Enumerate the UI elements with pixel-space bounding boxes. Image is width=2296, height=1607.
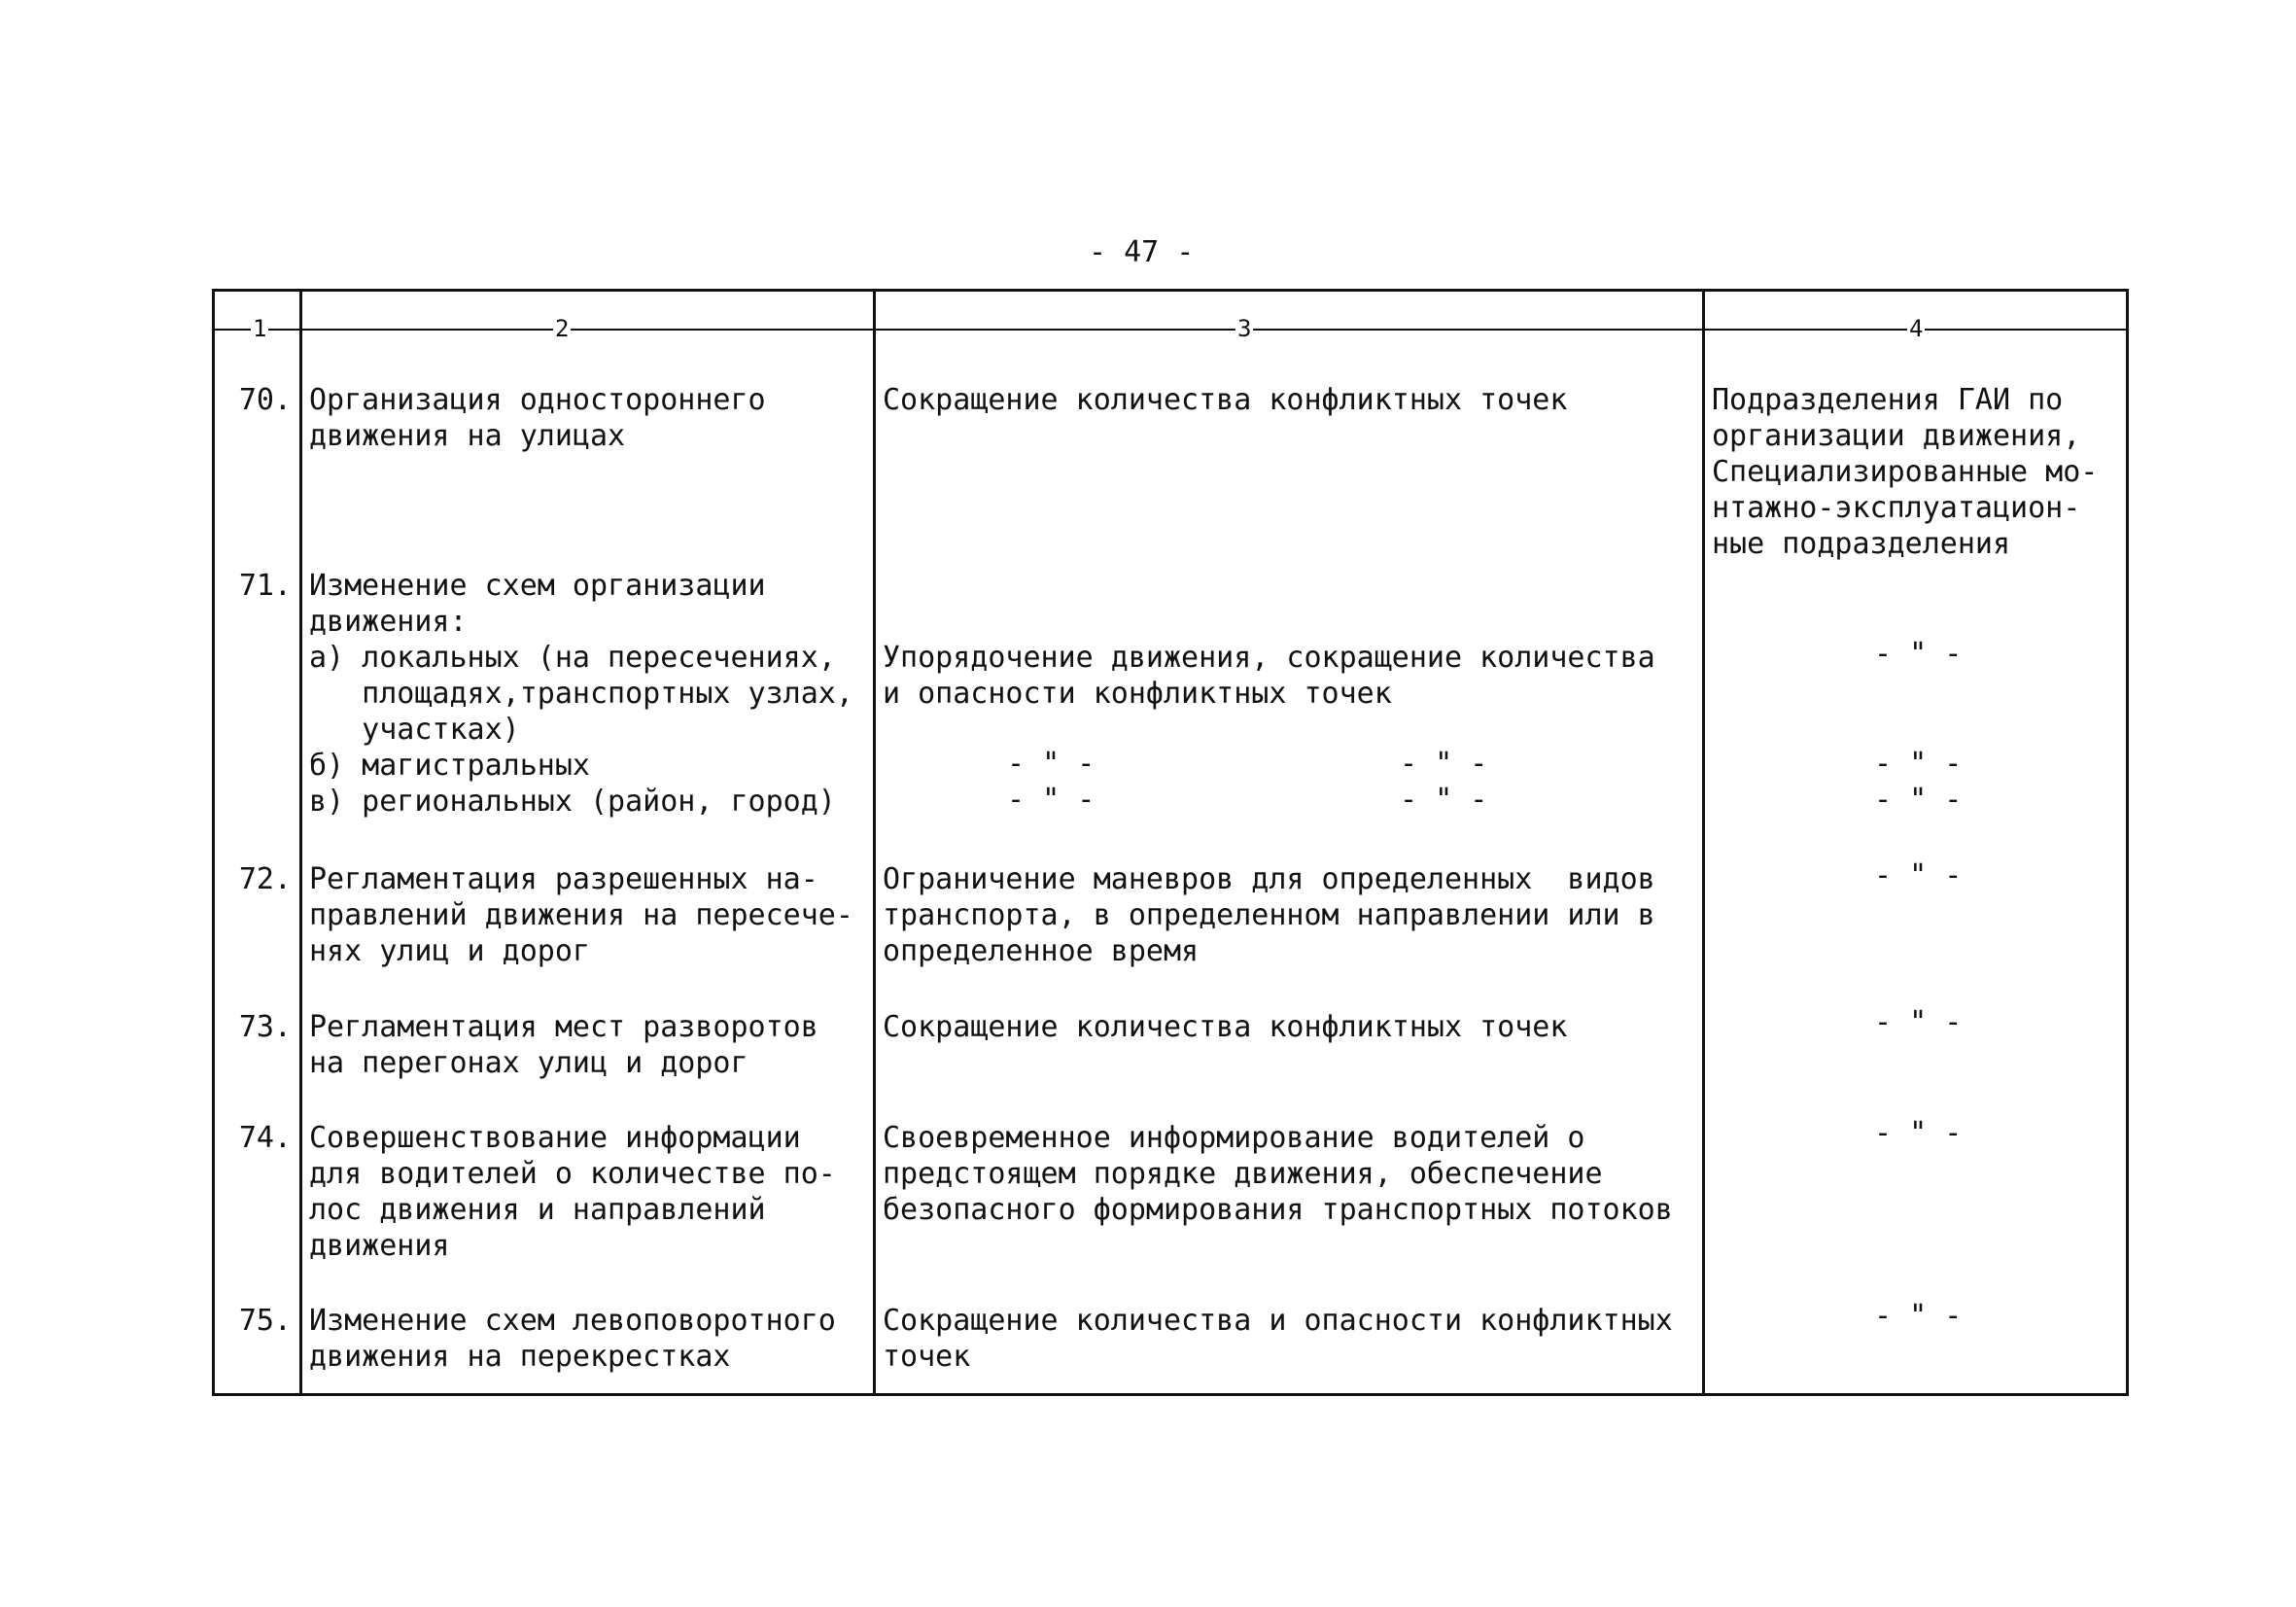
effect-text: Своевременное информирование водителей о предстоящем порядке движения, обеспечение безопасного формирования транспортных потоков: [883, 1121, 1673, 1227]
effect-text: Сокращение количества и опасности конфликтных точек: [883, 1304, 1673, 1374]
row-number: 72.: [238, 862, 292, 896]
measure-text: Совершенствование информации для водителей о количестве по- лос движения и направлений движения: [309, 1121, 836, 1263]
column-divider: [299, 289, 302, 1393]
measure-text: Изменение схем организации движения: а) локальных (на пересечениях, площадях,транспортных узлах, участках) б) магистральных в) региональных (район, город): [309, 569, 853, 819]
ditto-mark: - " -: [1874, 1299, 1963, 1333]
ditto-mark: - " -: [1874, 1005, 1963, 1039]
effect-text: Упорядочение движения, сокращение количества и опасности конфликтных точек: [883, 641, 1655, 711]
column-number-2: 2: [555, 315, 570, 342]
ditto-mark: - " -: [1874, 858, 1963, 892]
effect-text: Сокращение количества конфликтных точек: [883, 383, 1568, 417]
column-number-1: 1: [253, 315, 267, 342]
ditto-mark: - " -: [1874, 637, 1963, 671]
effect-text: Ограничение маневров для определенных видов транспорта, в определенном направлении или в определенное время: [883, 862, 1655, 968]
column-divider: [873, 289, 876, 1393]
column-number-4: 4: [1909, 315, 1924, 342]
measure-text: Изменение схем левоповоротного движения на перекрестках: [309, 1304, 836, 1374]
row-number: 75.: [238, 1304, 292, 1338]
measure-text: Организация одностороннего движения на улицах: [309, 383, 766, 453]
measure-text: Регламентация разрешенных на- правлений движения на пересече- нях улиц и дорог: [309, 862, 853, 968]
row-number: 73.: [238, 1010, 292, 1044]
header-line: [212, 329, 2126, 331]
measure-text: Регламентация мест разворотов на перегонах улиц и дорог: [309, 1010, 818, 1080]
page-number: - 47 -: [1089, 235, 1195, 269]
ditto-mark: - " -: [1007, 747, 1096, 781]
column-number-3: 3: [1237, 315, 1252, 342]
ditto-mark: - " -: [1874, 747, 1963, 781]
effect-text: Сокращение количества конфликтных точек: [883, 1010, 1568, 1044]
ditto-mark: - " -: [1874, 783, 1963, 817]
row-number: 70.: [238, 383, 292, 417]
ditto-mark: - " -: [1007, 783, 1096, 817]
executor-text: Подразделения ГАИ по организации движения, Специализированные мо- нтажно-эксплуатацион- ные подразделения: [1712, 383, 2099, 561]
row-number: 74.: [238, 1121, 292, 1155]
ditto-mark: - " -: [1400, 783, 1488, 817]
column-divider: [1702, 289, 1705, 1393]
row-number: 71.: [238, 569, 292, 603]
ditto-mark: - " -: [1400, 747, 1488, 781]
ditto-mark: - " -: [1874, 1116, 1963, 1150]
